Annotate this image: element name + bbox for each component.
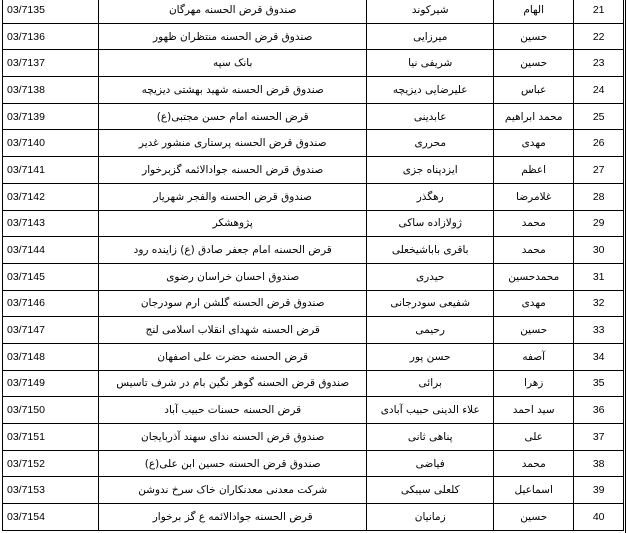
last-name-cell: ژولازاده ساکی bbox=[367, 210, 494, 237]
first-name-cell: الهام bbox=[494, 0, 574, 23]
last-name-cell: ایزدپناه جزی bbox=[367, 157, 494, 184]
institution-cell: صندوق احسان خراسان رضوی bbox=[99, 263, 367, 290]
row-number-cell: 30 bbox=[574, 237, 624, 264]
table-row bbox=[3, 370, 624, 397]
last-name-cell: علیرضایی دیزیچه bbox=[367, 77, 494, 104]
code-cell: 03/7144 bbox=[3, 237, 99, 264]
institution-cell: صندوق قرض الحسنه مهرگان bbox=[99, 0, 367, 23]
last-name-cell: حیدری bbox=[367, 263, 494, 290]
first-name-cell: حسین bbox=[494, 504, 574, 531]
code-cell: 03/7137 bbox=[3, 50, 99, 77]
institution-cell: قرض الحسنه شهدای انقلاب اسلامی لنج bbox=[99, 317, 367, 344]
first-name-cell: محمد ابراهیم bbox=[494, 103, 574, 130]
table-row bbox=[3, 23, 624, 50]
table-row bbox=[3, 290, 624, 317]
row-number-cell: 28 bbox=[574, 183, 624, 210]
institution-cell: قرض الحسنه حضرت علی اصفهان bbox=[99, 343, 367, 370]
code-cell: 03/7147 bbox=[3, 317, 99, 344]
code-cell: 03/7150 bbox=[3, 397, 99, 424]
first-name-cell: حسین bbox=[494, 23, 574, 50]
last-name-cell: محرری bbox=[367, 130, 494, 157]
row-number-cell: 25 bbox=[574, 103, 624, 130]
table-row bbox=[3, 343, 624, 370]
table-row bbox=[3, 317, 624, 344]
first-name-cell: محمدحسین bbox=[494, 263, 574, 290]
first-name-cell: محمد bbox=[494, 237, 574, 264]
first-name-cell: آصفه bbox=[494, 343, 574, 370]
first-name-cell: علی bbox=[494, 424, 574, 451]
table-row bbox=[3, 504, 624, 531]
institution-cell: قرض الحسنه جوادالائمه ع گز برخوار bbox=[99, 504, 367, 531]
institution-cell: صندوق قرض الحسنه ندای سهند آذربایجان bbox=[99, 424, 367, 451]
table-row bbox=[3, 157, 624, 184]
code-cell: 03/7136 bbox=[3, 23, 99, 50]
first-name-cell: اعظم bbox=[494, 157, 574, 184]
last-name-cell: رهگذر bbox=[367, 183, 494, 210]
code-cell: 03/7140 bbox=[3, 130, 99, 157]
row-number-cell: 23 bbox=[574, 50, 624, 77]
code-cell: 03/7142 bbox=[3, 183, 99, 210]
institution-cell: صندوق قرض الحسنه گلشن ارم سودرجان bbox=[99, 290, 367, 317]
last-name-cell: فیاضی bbox=[367, 450, 494, 477]
row-number-cell: 39 bbox=[574, 477, 624, 504]
code-cell: 03/7153 bbox=[3, 477, 99, 504]
row-number-cell: 26 bbox=[574, 130, 624, 157]
first-name-cell: غلامرضا bbox=[494, 183, 574, 210]
first-name-cell: اسماعیل bbox=[494, 477, 574, 504]
institution-cell: قرض الحسنه امام حسن مجتبی(ع) bbox=[99, 103, 367, 130]
first-name-cell: مهدی bbox=[494, 130, 574, 157]
row-number-cell: 33 bbox=[574, 317, 624, 344]
institution-cell: بانک سپه bbox=[99, 50, 367, 77]
last-name-cell: رحیمی bbox=[367, 317, 494, 344]
last-name-cell: میرزایی bbox=[367, 23, 494, 50]
page-edge-divider bbox=[625, 0, 630, 533]
table-row bbox=[3, 50, 624, 77]
last-name-cell: برائی bbox=[367, 370, 494, 397]
row-number-cell: 40 bbox=[574, 504, 624, 531]
row-number-cell: 21 bbox=[574, 0, 624, 23]
last-name-cell: عابدینی bbox=[367, 103, 494, 130]
row-number-cell: 35 bbox=[574, 370, 624, 397]
row-number-cell: 38 bbox=[574, 450, 624, 477]
code-cell: 03/7138 bbox=[3, 77, 99, 104]
code-cell: 03/7141 bbox=[3, 157, 99, 184]
institution-cell: صندوق قرض الحسنه شهید بهشتی دیزیچه bbox=[99, 77, 367, 104]
code-cell: 03/7146 bbox=[3, 290, 99, 317]
table-row bbox=[3, 450, 624, 477]
row-number-cell: 27 bbox=[574, 157, 624, 184]
code-cell: 03/7154 bbox=[3, 504, 99, 531]
table-row bbox=[3, 77, 624, 104]
table-row bbox=[3, 424, 624, 451]
last-name-cell: باقری باباشیخعلی bbox=[367, 237, 494, 264]
table-row bbox=[3, 263, 624, 290]
institution-cell: شرکت معدنی معدنکاران خاک سرخ ندوشن bbox=[99, 477, 367, 504]
table-row bbox=[3, 477, 624, 504]
institution-cell: صندوق قرض الحسنه جوادالائمه گزبرخوار bbox=[99, 157, 367, 184]
last-name-cell: کلعلی سیبکی bbox=[367, 477, 494, 504]
row-number-cell: 34 bbox=[574, 343, 624, 370]
last-name-cell: علاء الدینی حبیب آبادی bbox=[367, 397, 494, 424]
last-name-cell: حسن پور bbox=[367, 343, 494, 370]
row-number-cell: 31 bbox=[574, 263, 624, 290]
row-number-cell: 29 bbox=[574, 210, 624, 237]
code-cell: 03/7152 bbox=[3, 450, 99, 477]
last-name-cell: شیرکوند bbox=[367, 0, 494, 23]
code-cell: 03/7143 bbox=[3, 210, 99, 237]
code-cell: 03/7148 bbox=[3, 343, 99, 370]
first-name-cell: محمد bbox=[494, 450, 574, 477]
institution-cell: صندوق قرض الحسنه منتظران ظهور bbox=[99, 23, 367, 50]
last-name-cell: زمانیان bbox=[367, 504, 494, 531]
first-name-cell: حسین bbox=[494, 50, 574, 77]
first-name-cell: سید احمد bbox=[494, 397, 574, 424]
first-name-cell: محمد bbox=[494, 210, 574, 237]
registry-table bbox=[2, 0, 624, 531]
last-name-cell: پناهی ثانی bbox=[367, 424, 494, 451]
row-number-cell: 22 bbox=[574, 23, 624, 50]
table-row bbox=[3, 237, 624, 264]
table-row bbox=[3, 130, 624, 157]
institution-cell: قرض الحسنه امام جعفر صادق (ع) زاینده رود bbox=[99, 237, 367, 264]
code-cell: 03/7145 bbox=[3, 263, 99, 290]
first-name-cell: زهرا bbox=[494, 370, 574, 397]
institution-cell: پژوهشکر bbox=[99, 210, 367, 237]
table-row bbox=[3, 210, 624, 237]
institution-cell: صندوق قرض الحسنه پرستاری منشور غدیر bbox=[99, 130, 367, 157]
last-name-cell: شفیعی سودرجانی bbox=[367, 290, 494, 317]
last-name-cell: شریفی نیا bbox=[367, 50, 494, 77]
institution-cell: صندوق قرض الحسنه گوهر نگین بام در شرف تاسیس bbox=[99, 370, 367, 397]
first-name-cell: حسین bbox=[494, 317, 574, 344]
row-number-cell: 24 bbox=[574, 77, 624, 104]
first-name-cell: عباس bbox=[494, 77, 574, 104]
code-cell: 03/7135 bbox=[3, 0, 99, 23]
row-number-cell: 36 bbox=[574, 397, 624, 424]
institution-cell: قرض الحسنه حسنات حبیب آباد bbox=[99, 397, 367, 424]
first-name-cell: مهدی bbox=[494, 290, 574, 317]
row-number-cell: 32 bbox=[574, 290, 624, 317]
row-number-cell: 37 bbox=[574, 424, 624, 451]
code-cell: 03/7139 bbox=[3, 103, 99, 130]
institution-cell: صندوق قرض الحسنه والفجر شهریار bbox=[99, 183, 367, 210]
institution-cell: صندوق قرض الحسنه حسین ابن علی(ع) bbox=[99, 450, 367, 477]
code-cell: 03/7149 bbox=[3, 370, 99, 397]
table-row bbox=[3, 183, 624, 210]
registry-table-body bbox=[3, 0, 624, 530]
table-row bbox=[3, 397, 624, 424]
table-row bbox=[3, 0, 624, 23]
code-cell: 03/7151 bbox=[3, 424, 99, 451]
table-row bbox=[3, 103, 624, 130]
